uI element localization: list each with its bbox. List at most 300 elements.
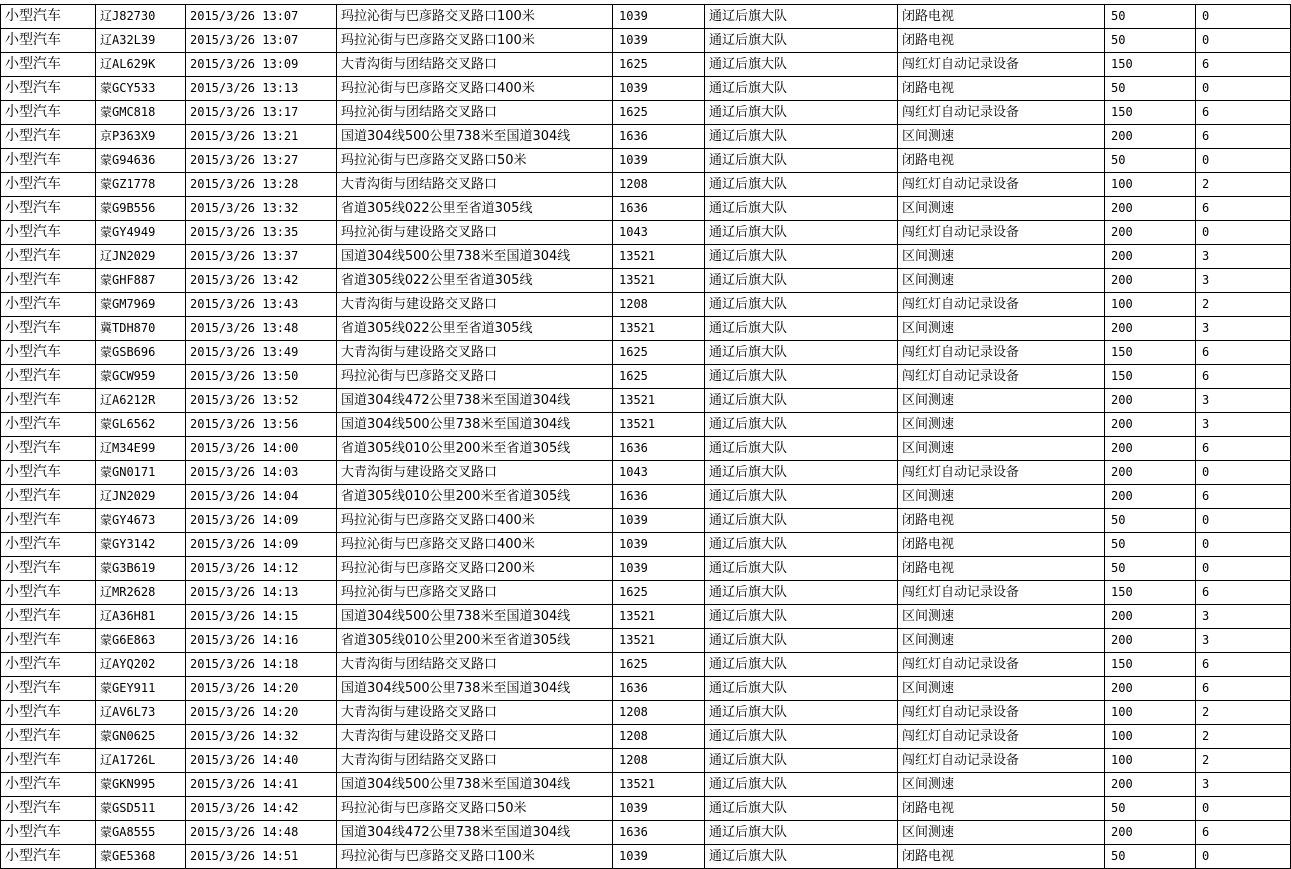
datetime-cell: 2015/3/26 13:17 bbox=[186, 101, 337, 125]
fine-cell: 50 bbox=[1105, 509, 1196, 533]
table-row bbox=[1, 365, 1291, 389]
plate-number-cell: 蒙GEY911 bbox=[96, 677, 186, 701]
fine-cell: 50 bbox=[1105, 77, 1196, 101]
violation-code-cell: 1039 bbox=[613, 29, 705, 53]
fine-cell: 50 bbox=[1105, 29, 1196, 53]
points-cell: 6 bbox=[1196, 365, 1291, 389]
device-type-cell: 闭路电视 bbox=[898, 29, 1105, 53]
points-cell: 6 bbox=[1196, 485, 1291, 509]
plate-number-cell: 蒙GZ1778 bbox=[96, 173, 186, 197]
unit-cell: 通辽后旗大队 bbox=[705, 389, 898, 413]
plate-number-cell: 蒙GCW959 bbox=[96, 365, 186, 389]
points-cell: 0 bbox=[1196, 845, 1291, 869]
plate-number-cell: 蒙GMC818 bbox=[96, 101, 186, 125]
fine-cell: 150 bbox=[1105, 101, 1196, 125]
fine-cell: 50 bbox=[1105, 557, 1196, 581]
location-cell: 大青沟街与团结路交叉路口 bbox=[337, 749, 613, 773]
fine-cell: 200 bbox=[1105, 437, 1196, 461]
datetime-cell: 2015/3/26 13:35 bbox=[186, 221, 337, 245]
table-row bbox=[1, 605, 1291, 629]
location-cell: 省道305线010公里200米至省道305线 bbox=[337, 437, 613, 461]
device-type-cell: 闭路电视 bbox=[898, 509, 1105, 533]
fine-cell: 200 bbox=[1105, 317, 1196, 341]
vehicle-type-cell: 小型汽车 bbox=[1, 677, 96, 701]
violation-code-cell: 13521 bbox=[613, 245, 705, 269]
unit-cell: 通辽后旗大队 bbox=[705, 317, 898, 341]
vehicle-type-cell: 小型汽车 bbox=[1, 797, 96, 821]
location-cell: 玛拉沁街与巴彦路交叉路口100米 bbox=[337, 845, 613, 869]
plate-number-cell: 蒙GM7969 bbox=[96, 293, 186, 317]
datetime-cell: 2015/3/26 14:18 bbox=[186, 653, 337, 677]
vehicle-type-cell: 小型汽车 bbox=[1, 485, 96, 509]
violation-code-cell: 1039 bbox=[613, 557, 705, 581]
points-cell: 6 bbox=[1196, 581, 1291, 605]
plate-number-cell: 蒙GCY533 bbox=[96, 77, 186, 101]
table-row bbox=[1, 581, 1291, 605]
violation-code-cell: 1625 bbox=[613, 653, 705, 677]
location-cell: 玛拉沁街与巴彦路交叉路口 bbox=[337, 365, 613, 389]
location-cell: 国道304线500公里738米至国道304线 bbox=[337, 125, 613, 149]
table-row bbox=[1, 341, 1291, 365]
vehicle-type-cell: 小型汽车 bbox=[1, 557, 96, 581]
violation-code-cell: 13521 bbox=[613, 605, 705, 629]
fine-cell: 200 bbox=[1105, 485, 1196, 509]
device-type-cell: 区间测速 bbox=[898, 773, 1105, 797]
points-cell: 6 bbox=[1196, 197, 1291, 221]
location-cell: 省道305线010公里200米至省道305线 bbox=[337, 485, 613, 509]
device-type-cell: 闯红灯自动记录设备 bbox=[898, 221, 1105, 245]
fine-cell: 100 bbox=[1105, 173, 1196, 197]
datetime-cell: 2015/3/26 14:48 bbox=[186, 821, 337, 845]
fine-cell: 150 bbox=[1105, 341, 1196, 365]
plate-number-cell: 蒙GHF887 bbox=[96, 269, 186, 293]
fine-cell: 200 bbox=[1105, 461, 1196, 485]
points-cell: 0 bbox=[1196, 149, 1291, 173]
table-row bbox=[1, 485, 1291, 509]
points-cell: 3 bbox=[1196, 245, 1291, 269]
violation-code-cell: 13521 bbox=[613, 389, 705, 413]
table-row bbox=[1, 53, 1291, 77]
plate-number-cell: 蒙GL6562 bbox=[96, 413, 186, 437]
violation-code-cell: 1636 bbox=[613, 485, 705, 509]
plate-number-cell: 蒙GSB696 bbox=[96, 341, 186, 365]
vehicle-type-cell: 小型汽车 bbox=[1, 437, 96, 461]
table-row bbox=[1, 197, 1291, 221]
points-cell: 0 bbox=[1196, 797, 1291, 821]
violation-code-cell: 1636 bbox=[613, 197, 705, 221]
violation-code-cell: 1039 bbox=[613, 77, 705, 101]
location-cell: 玛拉沁街与巴彦路交叉路口400米 bbox=[337, 77, 613, 101]
datetime-cell: 2015/3/26 14:04 bbox=[186, 485, 337, 509]
datetime-cell: 2015/3/26 13:48 bbox=[186, 317, 337, 341]
plate-number-cell: 辽AV6L73 bbox=[96, 701, 186, 725]
table-row bbox=[1, 701, 1291, 725]
plate-number-cell: 蒙GSD511 bbox=[96, 797, 186, 821]
violation-code-cell: 1208 bbox=[613, 725, 705, 749]
device-type-cell: 闯红灯自动记录设备 bbox=[898, 53, 1105, 77]
points-cell: 0 bbox=[1196, 29, 1291, 53]
table-body bbox=[1, 5, 1291, 869]
violation-code-cell: 1625 bbox=[613, 101, 705, 125]
table-row bbox=[1, 797, 1291, 821]
plate-number-cell: 蒙G3B619 bbox=[96, 557, 186, 581]
plate-number-cell: 蒙GE5368 bbox=[96, 845, 186, 869]
table-row bbox=[1, 149, 1291, 173]
vehicle-type-cell: 小型汽车 bbox=[1, 53, 96, 77]
vehicle-type-cell: 小型汽车 bbox=[1, 293, 96, 317]
points-cell: 0 bbox=[1196, 509, 1291, 533]
vehicle-type-cell: 小型汽车 bbox=[1, 821, 96, 845]
unit-cell: 通辽后旗大队 bbox=[705, 653, 898, 677]
violation-code-cell: 13521 bbox=[613, 413, 705, 437]
plate-number-cell: 蒙GY4949 bbox=[96, 221, 186, 245]
unit-cell: 通辽后旗大队 bbox=[705, 629, 898, 653]
table-row bbox=[1, 125, 1291, 149]
datetime-cell: 2015/3/26 13:07 bbox=[186, 29, 337, 53]
table-row bbox=[1, 461, 1291, 485]
plate-number-cell: 辽JN2029 bbox=[96, 245, 186, 269]
location-cell: 省道305线022公里至省道305线 bbox=[337, 269, 613, 293]
points-cell: 0 bbox=[1196, 5, 1291, 29]
vehicle-type-cell: 小型汽车 bbox=[1, 245, 96, 269]
plate-number-cell: 京P363X9 bbox=[96, 125, 186, 149]
plate-number-cell: 辽M34E99 bbox=[96, 437, 186, 461]
location-cell: 大青沟街与团结路交叉路口 bbox=[337, 173, 613, 197]
plate-number-cell: 蒙GY4673 bbox=[96, 509, 186, 533]
table-row bbox=[1, 653, 1291, 677]
datetime-cell: 2015/3/26 13:56 bbox=[186, 413, 337, 437]
fine-cell: 100 bbox=[1105, 293, 1196, 317]
location-cell: 玛拉沁街与巴彦路交叉路口400米 bbox=[337, 509, 613, 533]
points-cell: 2 bbox=[1196, 701, 1291, 725]
fine-cell: 200 bbox=[1105, 677, 1196, 701]
device-type-cell: 闯红灯自动记录设备 bbox=[898, 461, 1105, 485]
unit-cell: 通辽后旗大队 bbox=[705, 509, 898, 533]
device-type-cell: 闯红灯自动记录设备 bbox=[898, 581, 1105, 605]
unit-cell: 通辽后旗大队 bbox=[705, 293, 898, 317]
unit-cell: 通辽后旗大队 bbox=[705, 773, 898, 797]
location-cell: 大青沟街与建设路交叉路口 bbox=[337, 725, 613, 749]
datetime-cell: 2015/3/26 14:51 bbox=[186, 845, 337, 869]
device-type-cell: 闭路电视 bbox=[898, 845, 1105, 869]
fine-cell: 200 bbox=[1105, 605, 1196, 629]
location-cell: 省道305线022公里至省道305线 bbox=[337, 197, 613, 221]
table-row bbox=[1, 245, 1291, 269]
violation-records-table bbox=[0, 4, 1291, 869]
datetime-cell: 2015/3/26 13:28 bbox=[186, 173, 337, 197]
device-type-cell: 区间测速 bbox=[898, 677, 1105, 701]
device-type-cell: 闭路电视 bbox=[898, 533, 1105, 557]
unit-cell: 通辽后旗大队 bbox=[705, 677, 898, 701]
location-cell: 国道304线500公里738米至国道304线 bbox=[337, 605, 613, 629]
points-cell: 0 bbox=[1196, 557, 1291, 581]
table-row bbox=[1, 509, 1291, 533]
datetime-cell: 2015/3/26 14:15 bbox=[186, 605, 337, 629]
violation-code-cell: 1039 bbox=[613, 797, 705, 821]
table-row bbox=[1, 221, 1291, 245]
points-cell: 6 bbox=[1196, 341, 1291, 365]
points-cell: 2 bbox=[1196, 725, 1291, 749]
datetime-cell: 2015/3/26 14:32 bbox=[186, 725, 337, 749]
fine-cell: 200 bbox=[1105, 269, 1196, 293]
points-cell: 3 bbox=[1196, 317, 1291, 341]
datetime-cell: 2015/3/26 14:13 bbox=[186, 581, 337, 605]
points-cell: 6 bbox=[1196, 821, 1291, 845]
plate-number-cell: 蒙GKN995 bbox=[96, 773, 186, 797]
datetime-cell: 2015/3/26 14:42 bbox=[186, 797, 337, 821]
vehicle-type-cell: 小型汽车 bbox=[1, 365, 96, 389]
datetime-cell: 2015/3/26 14:20 bbox=[186, 701, 337, 725]
vehicle-type-cell: 小型汽车 bbox=[1, 629, 96, 653]
datetime-cell: 2015/3/26 13:43 bbox=[186, 293, 337, 317]
fine-cell: 200 bbox=[1105, 413, 1196, 437]
points-cell: 3 bbox=[1196, 389, 1291, 413]
table-row bbox=[1, 677, 1291, 701]
location-cell: 国道304线472公里738米至国道304线 bbox=[337, 821, 613, 845]
table-row bbox=[1, 413, 1291, 437]
table-row bbox=[1, 29, 1291, 53]
location-cell: 国道304线500公里738米至国道304线 bbox=[337, 413, 613, 437]
location-cell: 玛拉沁街与巴彦路交叉路口50米 bbox=[337, 797, 613, 821]
plate-number-cell: 蒙GN0171 bbox=[96, 461, 186, 485]
unit-cell: 通辽后旗大队 bbox=[705, 701, 898, 725]
datetime-cell: 2015/3/26 13:52 bbox=[186, 389, 337, 413]
plate-number-cell: 蒙G6E863 bbox=[96, 629, 186, 653]
plate-number-cell: 蒙G9B556 bbox=[96, 197, 186, 221]
points-cell: 3 bbox=[1196, 629, 1291, 653]
device-type-cell: 闭路电视 bbox=[898, 797, 1105, 821]
points-cell: 0 bbox=[1196, 533, 1291, 557]
device-type-cell: 区间测速 bbox=[898, 245, 1105, 269]
vehicle-type-cell: 小型汽车 bbox=[1, 317, 96, 341]
unit-cell: 通辽后旗大队 bbox=[705, 557, 898, 581]
device-type-cell: 闭路电视 bbox=[898, 557, 1105, 581]
vehicle-type-cell: 小型汽车 bbox=[1, 845, 96, 869]
points-cell: 3 bbox=[1196, 413, 1291, 437]
plate-number-cell: 蒙GN0625 bbox=[96, 725, 186, 749]
vehicle-type-cell: 小型汽车 bbox=[1, 389, 96, 413]
location-cell: 大青沟街与建设路交叉路口 bbox=[337, 341, 613, 365]
unit-cell: 通辽后旗大队 bbox=[705, 341, 898, 365]
location-cell: 大青沟街与建设路交叉路口 bbox=[337, 461, 613, 485]
unit-cell: 通辽后旗大队 bbox=[705, 365, 898, 389]
violation-code-cell: 1043 bbox=[613, 221, 705, 245]
location-cell: 玛拉沁街与巴彦路交叉路口400米 bbox=[337, 533, 613, 557]
violation-code-cell: 1039 bbox=[613, 5, 705, 29]
vehicle-type-cell: 小型汽车 bbox=[1, 773, 96, 797]
location-cell: 国道304线500公里738米至国道304线 bbox=[337, 245, 613, 269]
violation-code-cell: 1625 bbox=[613, 365, 705, 389]
datetime-cell: 2015/3/26 14:40 bbox=[186, 749, 337, 773]
fine-cell: 100 bbox=[1105, 725, 1196, 749]
fine-cell: 200 bbox=[1105, 245, 1196, 269]
datetime-cell: 2015/3/26 14:00 bbox=[186, 437, 337, 461]
table-row bbox=[1, 5, 1291, 29]
vehicle-type-cell: 小型汽车 bbox=[1, 173, 96, 197]
violation-code-cell: 1039 bbox=[613, 845, 705, 869]
points-cell: 6 bbox=[1196, 101, 1291, 125]
unit-cell: 通辽后旗大队 bbox=[705, 149, 898, 173]
violation-code-cell: 1208 bbox=[613, 701, 705, 725]
fine-cell: 150 bbox=[1105, 581, 1196, 605]
vehicle-type-cell: 小型汽车 bbox=[1, 341, 96, 365]
datetime-cell: 2015/3/26 14:16 bbox=[186, 629, 337, 653]
unit-cell: 通辽后旗大队 bbox=[705, 413, 898, 437]
table-row bbox=[1, 101, 1291, 125]
location-cell: 玛拉沁街与巴彦路交叉路口 bbox=[337, 581, 613, 605]
violation-code-cell: 1208 bbox=[613, 293, 705, 317]
plate-number-cell: 蒙G94636 bbox=[96, 149, 186, 173]
table-row bbox=[1, 293, 1291, 317]
location-cell: 玛拉沁街与团结路交叉路口 bbox=[337, 101, 613, 125]
datetime-cell: 2015/3/26 13:37 bbox=[186, 245, 337, 269]
unit-cell: 通辽后旗大队 bbox=[705, 5, 898, 29]
table-row bbox=[1, 725, 1291, 749]
table-row bbox=[1, 773, 1291, 797]
plate-number-cell: 辽AYQ202 bbox=[96, 653, 186, 677]
plate-number-cell: 蒙GA8555 bbox=[96, 821, 186, 845]
violation-code-cell: 13521 bbox=[613, 269, 705, 293]
table-row bbox=[1, 77, 1291, 101]
device-type-cell: 闯红灯自动记录设备 bbox=[898, 701, 1105, 725]
points-cell: 2 bbox=[1196, 173, 1291, 197]
vehicle-type-cell: 小型汽车 bbox=[1, 269, 96, 293]
points-cell: 3 bbox=[1196, 269, 1291, 293]
violation-code-cell: 13521 bbox=[613, 317, 705, 341]
violation-code-cell: 1636 bbox=[613, 125, 705, 149]
unit-cell: 通辽后旗大队 bbox=[705, 77, 898, 101]
vehicle-type-cell: 小型汽车 bbox=[1, 605, 96, 629]
violation-code-cell: 1039 bbox=[613, 533, 705, 557]
plate-number-cell: 蒙GY3142 bbox=[96, 533, 186, 557]
datetime-cell: 2015/3/26 14:09 bbox=[186, 533, 337, 557]
location-cell: 国道304线472公里738米至国道304线 bbox=[337, 389, 613, 413]
points-cell: 2 bbox=[1196, 293, 1291, 317]
device-type-cell: 闭路电视 bbox=[898, 77, 1105, 101]
unit-cell: 通辽后旗大队 bbox=[705, 725, 898, 749]
plate-number-cell: 辽A36H81 bbox=[96, 605, 186, 629]
violation-code-cell: 1208 bbox=[613, 173, 705, 197]
violation-code-cell: 1625 bbox=[613, 581, 705, 605]
vehicle-type-cell: 小型汽车 bbox=[1, 77, 96, 101]
vehicle-type-cell: 小型汽车 bbox=[1, 461, 96, 485]
location-cell: 玛拉沁街与建设路交叉路口 bbox=[337, 221, 613, 245]
unit-cell: 通辽后旗大队 bbox=[705, 245, 898, 269]
datetime-cell: 2015/3/26 14:12 bbox=[186, 557, 337, 581]
table-row bbox=[1, 533, 1291, 557]
vehicle-type-cell: 小型汽车 bbox=[1, 149, 96, 173]
points-cell: 0 bbox=[1196, 77, 1291, 101]
datetime-cell: 2015/3/26 13:13 bbox=[186, 77, 337, 101]
datetime-cell: 2015/3/26 13:07 bbox=[186, 5, 337, 29]
fine-cell: 100 bbox=[1105, 701, 1196, 725]
plate-number-cell: 辽A6212R bbox=[96, 389, 186, 413]
vehicle-type-cell: 小型汽车 bbox=[1, 701, 96, 725]
fine-cell: 100 bbox=[1105, 749, 1196, 773]
points-cell: 3 bbox=[1196, 605, 1291, 629]
fine-cell: 50 bbox=[1105, 5, 1196, 29]
table-row bbox=[1, 173, 1291, 197]
device-type-cell: 区间测速 bbox=[898, 269, 1105, 293]
violation-code-cell: 1208 bbox=[613, 749, 705, 773]
violation-code-cell: 1039 bbox=[613, 149, 705, 173]
datetime-cell: 2015/3/26 14:03 bbox=[186, 461, 337, 485]
datetime-cell: 2015/3/26 13:27 bbox=[186, 149, 337, 173]
device-type-cell: 闭路电视 bbox=[898, 149, 1105, 173]
device-type-cell: 闯红灯自动记录设备 bbox=[898, 173, 1105, 197]
fine-cell: 200 bbox=[1105, 821, 1196, 845]
location-cell: 大青沟街与建设路交叉路口 bbox=[337, 293, 613, 317]
location-cell: 省道305线022公里至省道305线 bbox=[337, 317, 613, 341]
plate-number-cell: 辽A32L39 bbox=[96, 29, 186, 53]
datetime-cell: 2015/3/26 13:42 bbox=[186, 269, 337, 293]
unit-cell: 通辽后旗大队 bbox=[705, 125, 898, 149]
fine-cell: 200 bbox=[1105, 629, 1196, 653]
datetime-cell: 2015/3/26 13:09 bbox=[186, 53, 337, 77]
location-cell: 国道304线500公里738米至国道304线 bbox=[337, 677, 613, 701]
device-type-cell: 区间测速 bbox=[898, 605, 1105, 629]
location-cell: 玛拉沁街与巴彦路交叉路口100米 bbox=[337, 5, 613, 29]
violation-code-cell: 13521 bbox=[613, 773, 705, 797]
unit-cell: 通辽后旗大队 bbox=[705, 437, 898, 461]
fine-cell: 150 bbox=[1105, 53, 1196, 77]
vehicle-type-cell: 小型汽车 bbox=[1, 413, 96, 437]
device-type-cell: 区间测速 bbox=[898, 485, 1105, 509]
vehicle-type-cell: 小型汽车 bbox=[1, 533, 96, 557]
datetime-cell: 2015/3/26 13:50 bbox=[186, 365, 337, 389]
vehicle-type-cell: 小型汽车 bbox=[1, 5, 96, 29]
fine-cell: 50 bbox=[1105, 533, 1196, 557]
device-type-cell: 闯红灯自动记录设备 bbox=[898, 293, 1105, 317]
location-cell: 国道304线500公里738米至国道304线 bbox=[337, 773, 613, 797]
table-row bbox=[1, 437, 1291, 461]
unit-cell: 通辽后旗大队 bbox=[705, 269, 898, 293]
vehicle-type-cell: 小型汽车 bbox=[1, 581, 96, 605]
device-type-cell: 区间测速 bbox=[898, 821, 1105, 845]
unit-cell: 通辽后旗大队 bbox=[705, 461, 898, 485]
points-cell: 6 bbox=[1196, 437, 1291, 461]
fine-cell: 50 bbox=[1105, 845, 1196, 869]
location-cell: 省道305线010公里200米至省道305线 bbox=[337, 629, 613, 653]
vehicle-type-cell: 小型汽车 bbox=[1, 29, 96, 53]
datetime-cell: 2015/3/26 14:09 bbox=[186, 509, 337, 533]
vehicle-type-cell: 小型汽车 bbox=[1, 509, 96, 533]
fine-cell: 200 bbox=[1105, 773, 1196, 797]
plate-number-cell: 辽J82730 bbox=[96, 5, 186, 29]
unit-cell: 通辽后旗大队 bbox=[705, 173, 898, 197]
violation-code-cell: 13521 bbox=[613, 629, 705, 653]
violation-code-cell: 1043 bbox=[613, 461, 705, 485]
unit-cell: 通辽后旗大队 bbox=[705, 221, 898, 245]
datetime-cell: 2015/3/26 13:49 bbox=[186, 341, 337, 365]
unit-cell: 通辽后旗大队 bbox=[705, 101, 898, 125]
device-type-cell: 闯红灯自动记录设备 bbox=[898, 653, 1105, 677]
table-row bbox=[1, 749, 1291, 773]
device-type-cell: 区间测速 bbox=[898, 413, 1105, 437]
points-cell: 0 bbox=[1196, 221, 1291, 245]
device-type-cell: 区间测速 bbox=[898, 317, 1105, 341]
device-type-cell: 区间测速 bbox=[898, 125, 1105, 149]
device-type-cell: 闯红灯自动记录设备 bbox=[898, 749, 1105, 773]
unit-cell: 通辽后旗大队 bbox=[705, 797, 898, 821]
location-cell: 玛拉沁街与巴彦路交叉路口200米 bbox=[337, 557, 613, 581]
vehicle-type-cell: 小型汽车 bbox=[1, 653, 96, 677]
unit-cell: 通辽后旗大队 bbox=[705, 821, 898, 845]
vehicle-type-cell: 小型汽车 bbox=[1, 749, 96, 773]
location-cell: 大青沟街与团结路交叉路口 bbox=[337, 53, 613, 77]
device-type-cell: 区间测速 bbox=[898, 629, 1105, 653]
datetime-cell: 2015/3/26 13:21 bbox=[186, 125, 337, 149]
